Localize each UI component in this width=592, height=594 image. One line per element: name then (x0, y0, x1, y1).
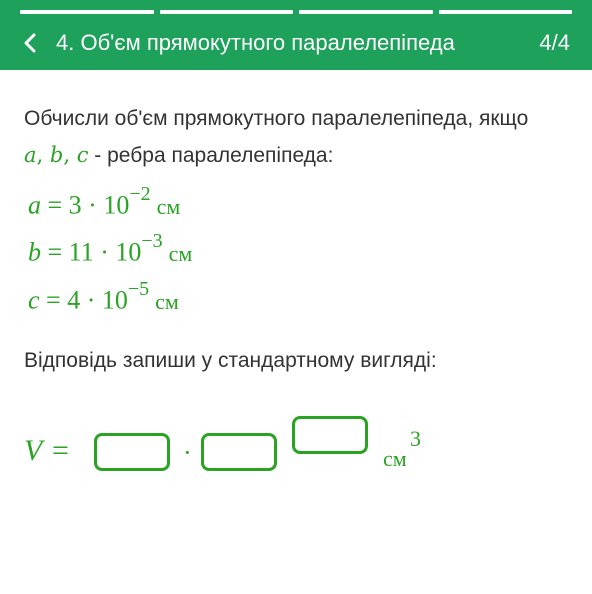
equation-exponent: −5 (127, 278, 150, 300)
mantissa-input[interactable] (94, 433, 170, 471)
equation-unit: см (168, 240, 193, 266)
exponent-input[interactable] (292, 416, 368, 454)
equation-a (28, 182, 180, 223)
chevron-left-icon[interactable] (20, 30, 40, 56)
question-text: Обчисли об'єм прямокутного паралелепіпеда, якщо (24, 107, 529, 130)
equation-var: a (28, 190, 41, 220)
question-suffix: - ребра паралелепіпеда: (88, 144, 334, 167)
comma: , (36, 143, 50, 167)
equation-c (28, 277, 179, 318)
answer-equals: = (52, 434, 69, 467)
instruction-text: Відповідь запиши у стандартному вигляді: (24, 349, 437, 372)
equation-unit: см (156, 193, 181, 219)
progress-segment (160, 10, 294, 14)
base-input[interactable] (201, 433, 277, 471)
answer-var: V (24, 434, 43, 467)
equation-b (28, 229, 192, 270)
equation-exponent: −2 (129, 183, 151, 205)
progress-segment (20, 10, 154, 14)
question-counter: 4/4 (539, 30, 570, 55)
equation-body: = 11 · 10 (41, 237, 142, 267)
top-bar (0, 0, 592, 70)
answer-unit: см (383, 446, 407, 471)
equation-var: c (28, 285, 40, 315)
var-a: a (24, 143, 37, 167)
var-b: b (49, 143, 64, 167)
page-title: 4. Об'єм прямокутного паралелепіпеда (56, 30, 455, 55)
answer-unit-exponent: 3 (410, 426, 421, 451)
comma: , (63, 143, 77, 167)
equation-unit: см (155, 288, 179, 314)
equation-body: = 3 · 10 (41, 190, 130, 220)
equation-body: = 4 · 10 (39, 285, 128, 315)
multiply-dot: · (183, 438, 192, 467)
var-c: c (76, 143, 89, 167)
progress-bar (20, 10, 572, 14)
equation-exponent: −3 (141, 230, 163, 252)
progress-segment (299, 10, 433, 14)
progress-segment (439, 10, 573, 14)
equation-var: b (28, 237, 41, 267)
question-text-line2 (24, 140, 333, 171)
